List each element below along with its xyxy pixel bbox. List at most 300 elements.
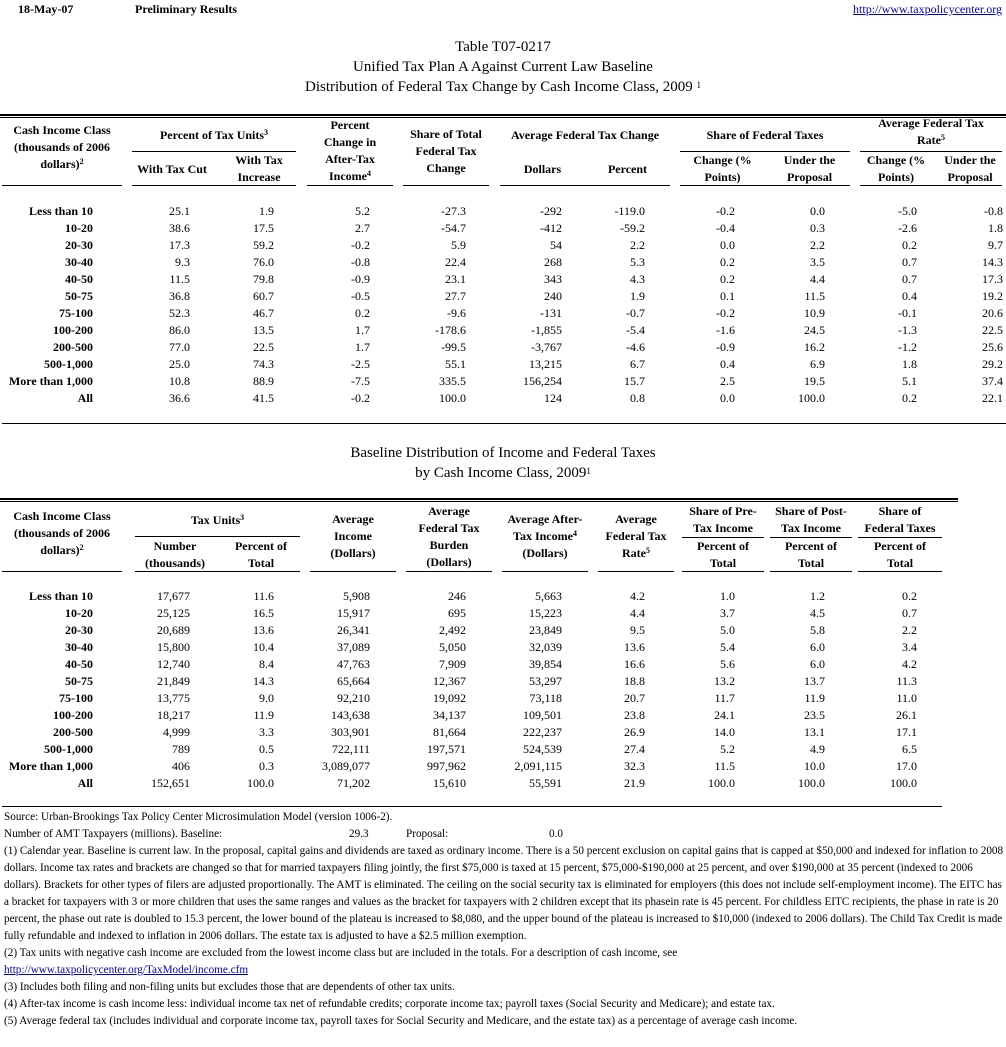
table-cell: 406 <box>172 759 190 773</box>
header-share-under-proposal: Under the Proposal <box>783 153 836 184</box>
table-cell: 5.2 <box>355 204 370 218</box>
income-class-label: 30-40 <box>65 255 93 269</box>
table-cell: 17.3 <box>169 238 190 252</box>
header-share-federal-taxes: Share of Federal Taxes <box>864 504 936 535</box>
table-cell: 25.1 <box>169 204 190 218</box>
table-cell: -4.6 <box>626 340 645 354</box>
header-share-change-points: Change (% Points) <box>693 153 752 184</box>
table-row <box>0 776 1006 792</box>
header-rule <box>135 536 300 537</box>
table-cell: 13.2 <box>714 674 735 688</box>
source-note: Source: Urban-Brookings Tax Policy Center Microsimulation Model (version 1006-2). <box>4 811 393 823</box>
table-row <box>0 323 1006 339</box>
table-cell: 17.3 <box>982 272 1003 286</box>
cash-income-link[interactable]: http://www.taxpolicycenter.org/TaxModel/income.cfm <box>4 964 249 976</box>
table-cell: 18.8 <box>624 674 645 688</box>
table-cell: 27.4 <box>624 742 645 756</box>
table-cell: 0.0 <box>720 391 735 405</box>
table-cell: 53,297 <box>529 674 562 688</box>
table-cell: -99.5 <box>441 340 466 354</box>
table-cell: 2.7 <box>355 221 370 235</box>
table-cell: 23.8 <box>624 708 645 722</box>
header-share-posttax-income: Share of Post- Tax Income <box>775 504 847 535</box>
table-cell: 335.5 <box>439 374 466 388</box>
table-row <box>0 640 1006 656</box>
table-cell: -59.2 <box>620 221 645 235</box>
table-row <box>0 759 1006 775</box>
header-avg-after-tax-income: Average After- Tax Income$^4$ (Dollars) <box>507 512 583 560</box>
table-cell: -5.0 <box>898 204 917 218</box>
table-cell: 0.2 <box>902 391 917 405</box>
table-cell: 10.4 <box>253 640 274 654</box>
header-avg-tax-burden: Average Federal Tax Burden (Dollars) <box>418 504 480 569</box>
header-avg-tax-rate: Average Federal Tax Rate$^5$ <box>878 116 984 147</box>
header-rule <box>598 571 674 572</box>
table-cell: 3.7 <box>720 606 735 620</box>
table-cell: 3.3 <box>259 725 274 739</box>
table-cell: 26,341 <box>337 623 370 637</box>
table-cell: 4.2 <box>902 657 917 671</box>
table-row <box>0 255 1006 271</box>
table-cell: -1,855 <box>531 323 562 337</box>
table-cell: 86.0 <box>169 323 190 337</box>
income-class-label: 200-500 <box>53 725 93 739</box>
table-cell: -119.0 <box>614 204 645 218</box>
table-cell: 11.5 <box>169 272 190 286</box>
table-cell: 0.4 <box>720 357 735 371</box>
table-row <box>0 238 1006 254</box>
table-cell: 1.2 <box>810 589 825 603</box>
table-cell: 5.3 <box>630 255 645 269</box>
header-rule <box>770 571 852 572</box>
table-cell: 0.0 <box>720 238 735 252</box>
table-cell: 100.0 <box>798 776 825 790</box>
table-cell: 88.9 <box>253 374 274 388</box>
table-cell: 15,610 <box>433 776 466 790</box>
table-cell: 0.3 <box>259 759 274 773</box>
table2-title-line: by Cash Income Class, 2009$^1$ <box>415 465 591 481</box>
table-cell: 2.5 <box>720 374 735 388</box>
table-row <box>0 708 1006 724</box>
header-rule <box>2 185 122 186</box>
table-cell: 143,638 <box>331 708 370 722</box>
table-cell: -1.3 <box>898 323 917 337</box>
table-cell: 9.0 <box>259 691 274 705</box>
table-cell: 0.2 <box>720 255 735 269</box>
table2-title <box>0 443 1006 483</box>
header-rule <box>502 571 588 572</box>
header-dollars: Dollars <box>523 162 562 176</box>
table-cell: 60.7 <box>253 289 274 303</box>
income-class-label: All <box>77 391 93 405</box>
table-cell: 36.6 <box>169 391 190 405</box>
header-percent: Percent <box>607 162 648 176</box>
table-cell: 1.8 <box>988 221 1003 235</box>
table-cell: 0.4 <box>902 289 917 303</box>
header-rule <box>500 185 670 186</box>
table-cell: 1.9 <box>630 289 645 303</box>
table-cell: 13,215 <box>529 357 562 371</box>
header-income-class: Cash Income Class (thousands of 2006 dollars)$^2$ <box>13 123 111 171</box>
table-cell: -2.5 <box>351 357 370 371</box>
table-row <box>0 391 1006 407</box>
header-percent-of-total: Percent of Total <box>696 539 750 570</box>
table-cell: 0.0 <box>810 204 825 218</box>
table-row <box>0 742 1006 758</box>
amt-baseline-value: 29.3 <box>349 828 369 840</box>
table-cell: -9.6 <box>447 306 466 320</box>
table-row <box>0 623 1006 639</box>
table-cell: 246 <box>448 589 466 603</box>
table-cell: 20,689 <box>157 623 190 637</box>
table-cell: 21.9 <box>624 776 645 790</box>
header-rate-under-proposal: Under the Proposal <box>944 153 996 184</box>
table-cell: 52.3 <box>169 306 190 320</box>
table-cell: -0.1 <box>898 306 917 320</box>
table-cell: 9.5 <box>630 623 645 637</box>
income-class-label: 40-50 <box>65 657 93 671</box>
table-cell: 19,092 <box>433 691 466 705</box>
header-rule <box>682 571 764 572</box>
table-cell: -0.7 <box>626 306 645 320</box>
table-cell: 997,962 <box>427 759 466 773</box>
header-pct-change-after-tax: Percent Change in After-Tax Income$^4$ <box>323 118 377 183</box>
table-cell: 109,501 <box>523 708 562 722</box>
table-cell: 55.1 <box>445 357 466 371</box>
table-cell: 55,591 <box>529 776 562 790</box>
table-cell: 32,039 <box>529 640 562 654</box>
table-cell: 100.0 <box>708 776 735 790</box>
header-rule <box>858 571 942 572</box>
table-cell: 18,217 <box>157 708 190 722</box>
income-class-label: 10-20 <box>65 221 93 235</box>
table-cell: -131 <box>540 306 562 320</box>
table-cell: 4,999 <box>163 725 190 739</box>
table-cell: 15,800 <box>157 640 190 654</box>
table-cell: 6.0 <box>810 640 825 654</box>
table-row <box>0 204 1006 220</box>
table-cell: 17.1 <box>896 725 917 739</box>
footnote-5: (5) Average federal tax (includes individual and corporate income tax, payroll taxes for Social Security and Medicare, and the estate tax) as a percentage of average cash income. <box>4 1015 798 1027</box>
table-cell: 343 <box>544 272 562 286</box>
table-cell: 22.5 <box>253 340 274 354</box>
table-cell: 34,137 <box>433 708 466 722</box>
table-cell: 39,854 <box>529 657 562 671</box>
table-cell: 79.8 <box>253 272 274 286</box>
table-cell: 2,091,115 <box>514 759 562 773</box>
table-cell: 5.2 <box>720 742 735 756</box>
header-share-total-change: Share of Total Federal Tax Change <box>410 127 482 175</box>
table-cell: 0.3 <box>810 221 825 235</box>
amt-taxpayers-note: Number of AMT Taxpayers (millions). Baseline: 29.3 Proposal: 0.0 <box>4 826 1004 843</box>
header-percent-of-total: Percent of Total <box>234 539 288 570</box>
table-cell: 4.4 <box>810 272 825 286</box>
table-cell: 10.0 <box>804 759 825 773</box>
table1-title <box>0 37 1006 97</box>
header-income-class: Cash Income Class (thousands of 2006 dollars)$^2$ <box>13 509 111 557</box>
table-cell: 14.0 <box>714 725 735 739</box>
table-row <box>0 657 1006 673</box>
table-cell: -1.6 <box>716 323 735 337</box>
table-cell: 38.6 <box>169 221 190 235</box>
table-cell: 5.4 <box>720 640 735 654</box>
table-cell: -27.3 <box>441 204 466 218</box>
header-avg-tax-change: Average Federal Tax Change <box>510 128 660 142</box>
table-cell: -0.8 <box>351 255 370 269</box>
table-cell: 0.1 <box>720 289 735 303</box>
table-cell: 71,202 <box>337 776 370 790</box>
income-class-label: 200-500 <box>53 340 93 354</box>
table-cell: 20.7 <box>624 691 645 705</box>
table-cell: 152,651 <box>151 776 190 790</box>
table-cell: 1.7 <box>355 323 370 337</box>
table-row <box>0 340 1006 356</box>
table-cell: 22.5 <box>982 323 1003 337</box>
table-cell: 0.7 <box>902 272 917 286</box>
table-cell: 6.5 <box>902 742 917 756</box>
table-cell: 9.3 <box>175 255 190 269</box>
income-class-label: 75-100 <box>59 306 93 320</box>
income-class-label: 500-1,000 <box>44 742 93 756</box>
header-rule <box>310 571 396 572</box>
table-row <box>0 691 1006 707</box>
table-cell: -1.2 <box>898 340 917 354</box>
table-cell: 5.1 <box>902 374 917 388</box>
table-cell: 0.2 <box>902 238 917 252</box>
table-cell: 17.5 <box>253 221 274 235</box>
table-cell: -54.7 <box>441 221 466 235</box>
report-date: 18-May-07 <box>18 2 74 16</box>
income-class-label: 50-75 <box>65 674 93 688</box>
table-cell: 100.0 <box>798 391 825 405</box>
table-cell: 19.2 <box>982 289 1003 303</box>
table-cell: -0.4 <box>716 221 735 235</box>
table-cell: -0.9 <box>716 340 735 354</box>
header-rate-change-points: Change (% Points) <box>866 153 926 184</box>
table-cell: 156,254 <box>523 374 562 388</box>
table2-bottom-rule <box>2 806 942 807</box>
table-cell: 23.1 <box>445 272 466 286</box>
table-cell: 5,050 <box>439 640 466 654</box>
table-cell: 25.0 <box>169 357 190 371</box>
table-cell: 11.6 <box>253 589 274 603</box>
footnote-2: (2) Tax units with negative cash income are excluded from the lowest income class but are included in the totals. For a description of cash income, see <box>4 947 678 959</box>
table-cell: 14.3 <box>253 674 274 688</box>
header-avg-tax-rate: Average Federal Tax Rate$^5$ <box>605 512 667 560</box>
table-cell: 0.7 <box>902 255 917 269</box>
table-cell: 29.2 <box>982 357 1003 371</box>
table-cell: 268 <box>544 255 562 269</box>
table-cell: 73,118 <box>529 691 562 705</box>
table-cell: 11.9 <box>804 691 825 705</box>
table1-title-line: Unified Tax Plan A Against Current Law Baseline <box>353 59 653 75</box>
header-share-federal-taxes: Share of Federal Taxes <box>706 128 824 142</box>
table-cell: 13.1 <box>804 725 825 739</box>
income-class-label: 75-100 <box>59 691 93 705</box>
table-cell: 16.6 <box>624 657 645 671</box>
table2-top-rule <box>0 498 958 502</box>
table-cell: 2,492 <box>439 623 466 637</box>
table-cell: 11.9 <box>253 708 274 722</box>
table-row <box>0 374 1006 390</box>
table-cell: -7.5 <box>351 374 370 388</box>
header-rule <box>403 185 489 186</box>
footnote-4: (4) After-tax income is cash income less: individual income tax net of refundable credits; corporate income tax; payroll taxes (Social Security and Medicare); and estate tax. <box>4 998 775 1010</box>
table-cell: 77.0 <box>169 340 190 354</box>
header-tax-units: Tax Units$^3$ <box>190 513 245 527</box>
table-cell: -2.6 <box>898 221 917 235</box>
table-cell: 26.1 <box>896 708 917 722</box>
footnotes <box>4 809 1004 1030</box>
income-class-label: 10-20 <box>65 606 93 620</box>
header-rule <box>860 185 1002 186</box>
table-cell: 19.5 <box>804 374 825 388</box>
table-cell: 240 <box>544 289 562 303</box>
table-cell: 11.5 <box>804 289 825 303</box>
table-cell: 5,908 <box>343 589 370 603</box>
table-cell: 11.5 <box>714 759 735 773</box>
table-cell: 5.0 <box>720 623 735 637</box>
table-row <box>0 289 1006 305</box>
table-cell: 76.0 <box>253 255 274 269</box>
header-percent-tax-units: Percent of Tax Units$^3$ <box>159 128 269 142</box>
table-cell: 13.6 <box>253 623 274 637</box>
table-cell: 1.9 <box>259 204 274 218</box>
amt-proposal-label: Proposal: <box>406 828 449 840</box>
table-cell: -178.6 <box>435 323 466 337</box>
table1-title-line: Table T07-0217 <box>455 39 551 55</box>
table-cell: 11.0 <box>896 691 917 705</box>
table-cell: 16.5 <box>253 606 274 620</box>
table-row <box>0 221 1006 237</box>
table-cell: 4.5 <box>810 606 825 620</box>
table-row <box>0 725 1006 741</box>
table-cell: 26.9 <box>624 725 645 739</box>
income-class-label: Less than 10 <box>28 204 93 218</box>
table-row <box>0 606 1006 622</box>
table-cell: 6.7 <box>630 357 645 371</box>
table-cell: 1.7 <box>355 340 370 354</box>
table-cell: 24.5 <box>804 323 825 337</box>
income-class-label: 30-40 <box>65 640 93 654</box>
report-status: Preliminary Results <box>135 2 238 16</box>
table-cell: 21,849 <box>157 674 190 688</box>
table-cell: 17.0 <box>896 759 917 773</box>
header-share-pretax-income: Share of Pre- Tax Income <box>689 504 757 535</box>
table-cell: 0.5 <box>259 742 274 756</box>
table-cell: 13.6 <box>624 640 645 654</box>
table-cell: -5.4 <box>626 323 645 337</box>
table-cell: 92,210 <box>337 691 370 705</box>
table-row <box>0 306 1006 322</box>
table-row <box>0 674 1006 690</box>
table-cell: 12,367 <box>433 674 466 688</box>
table-cell: 11.7 <box>714 691 735 705</box>
table-row <box>0 272 1006 288</box>
table-cell: 2.2 <box>810 238 825 252</box>
table-cell: 46.7 <box>253 306 274 320</box>
table-cell: 2.2 <box>630 238 645 252</box>
table1-top-rule <box>0 114 1006 118</box>
table-cell: 25.6 <box>982 340 1003 354</box>
table-cell: -0.2 <box>716 204 735 218</box>
table-cell: 9.7 <box>988 238 1003 252</box>
table-cell: 23,849 <box>529 623 562 637</box>
table-cell: 27.7 <box>445 289 466 303</box>
header-with-tax-cut: With Tax Cut <box>137 162 207 176</box>
header-percent-of-total: Percent of Total <box>873 539 927 570</box>
table-cell: 695 <box>448 606 466 620</box>
table-cell: -0.5 <box>351 289 370 303</box>
income-class-label: 20-30 <box>65 623 93 637</box>
income-class-label: More than 1,000 <box>8 374 93 388</box>
header-rule <box>132 185 296 186</box>
income-class-label: 100-200 <box>53 708 93 722</box>
table-cell: -292 <box>540 204 562 218</box>
table-cell: 100.0 <box>247 776 274 790</box>
income-class-label: 20-30 <box>65 238 93 252</box>
table-cell: 5.8 <box>810 623 825 637</box>
table-cell: 17,677 <box>157 589 190 603</box>
header-rule <box>406 571 492 572</box>
table-cell: 13.7 <box>804 674 825 688</box>
table-cell: 0.2 <box>902 589 917 603</box>
table-cell: 1.0 <box>720 589 735 603</box>
tpc-website-link[interactable]: http://www.taxpolicycenter.org <box>853 2 1002 16</box>
table-cell: 25,125 <box>157 606 190 620</box>
header-percent-of-total: Percent of Total <box>784 539 838 570</box>
table-cell: 54 <box>550 238 562 252</box>
table2-title-line: Baseline Distribution of Income and Federal Taxes <box>350 445 656 461</box>
table-cell: 789 <box>172 742 190 756</box>
table-cell: 0.7 <box>902 606 917 620</box>
table-cell: 0.2 <box>355 306 370 320</box>
table-cell: 524,539 <box>523 742 562 756</box>
table-cell: -0.2 <box>351 238 370 252</box>
table-cell: 22.1 <box>982 391 1003 405</box>
header-rule <box>307 185 393 186</box>
table-cell: 7,909 <box>439 657 466 671</box>
table1-bottom-rule <box>2 423 1006 424</box>
table-cell: 6.0 <box>810 657 825 671</box>
table-cell: 4.2 <box>630 589 645 603</box>
table-cell: 41.5 <box>253 391 274 405</box>
table-cell: 4.3 <box>630 272 645 286</box>
footnote-3: (3) Includes both filing and non-filing units but excludes those that are dependents of other tax units. <box>4 981 455 993</box>
table1-title-line: Distribution of Federal Tax Change by Cash Income Class, 2009 $^1$ <box>304 79 702 95</box>
table-cell: 5.6 <box>720 657 735 671</box>
header-with-tax-increase: With Tax Increase <box>235 153 283 184</box>
header-rule <box>2 571 122 572</box>
table-cell: 47,763 <box>337 657 370 671</box>
header-average-income: Average Income (Dollars) <box>330 512 376 560</box>
table-cell: 4.9 <box>810 742 825 756</box>
table-cell: 124 <box>544 391 562 405</box>
table-cell: 36.8 <box>169 289 190 303</box>
table-cell: 3.5 <box>810 255 825 269</box>
table-cell: 81,664 <box>433 725 466 739</box>
table-cell: -0.9 <box>351 272 370 286</box>
table-cell: 15,223 <box>529 606 562 620</box>
table-cell: 24.1 <box>714 708 735 722</box>
income-class-label: Less than 10 <box>28 589 93 603</box>
income-class-label: 100-200 <box>53 323 93 337</box>
table-cell: 100.0 <box>439 391 466 405</box>
table-cell: 16.2 <box>804 340 825 354</box>
amt-proposal-value: 0.0 <box>549 828 563 840</box>
footnote-1: (1) Calendar year. Baseline is current law. In the proposal, capital gains and dividends are taxed as ordinary income. There is a 50 percent exclusion on capital gains that is capped at $50,000 and indexed for inflation to 2008 dollars. Income tax rates and brackets are changed so that for married taxpayers filing jointly, the first $75,000 is taxed at 15 percent, $75,000-$190,000 at 25 percent, and over $190,000 at 35 percent (indexed to 2006 dollars). Brackets for other types of filers are adjusted proportionally. The AMT is eliminated. The ceiling on the social security tax is eliminated for employers (this does not include self-employment income). The EITC has a bracket for taxpayers with 3 or more children that uses the same ranges and values as the bracket for taxpayers with 2 children except that its phasein rate is 45 percent. For childless EITC recipients, the phase in rate is 20 percent, the phase out rate is doubled to 15.3 percent, the lower bound of the plateau is increased to $8,080, and the upper bound of the plateau is increased to $10,000 (indexed to 2006 dollars). The Child Tax Credit is made fully refundable and indexed to inflation in 2006 dollars. The estate tax is adjusted to have a $2.5 million exemption. <box>4 845 1004 942</box>
table-cell: 5.9 <box>451 238 466 252</box>
